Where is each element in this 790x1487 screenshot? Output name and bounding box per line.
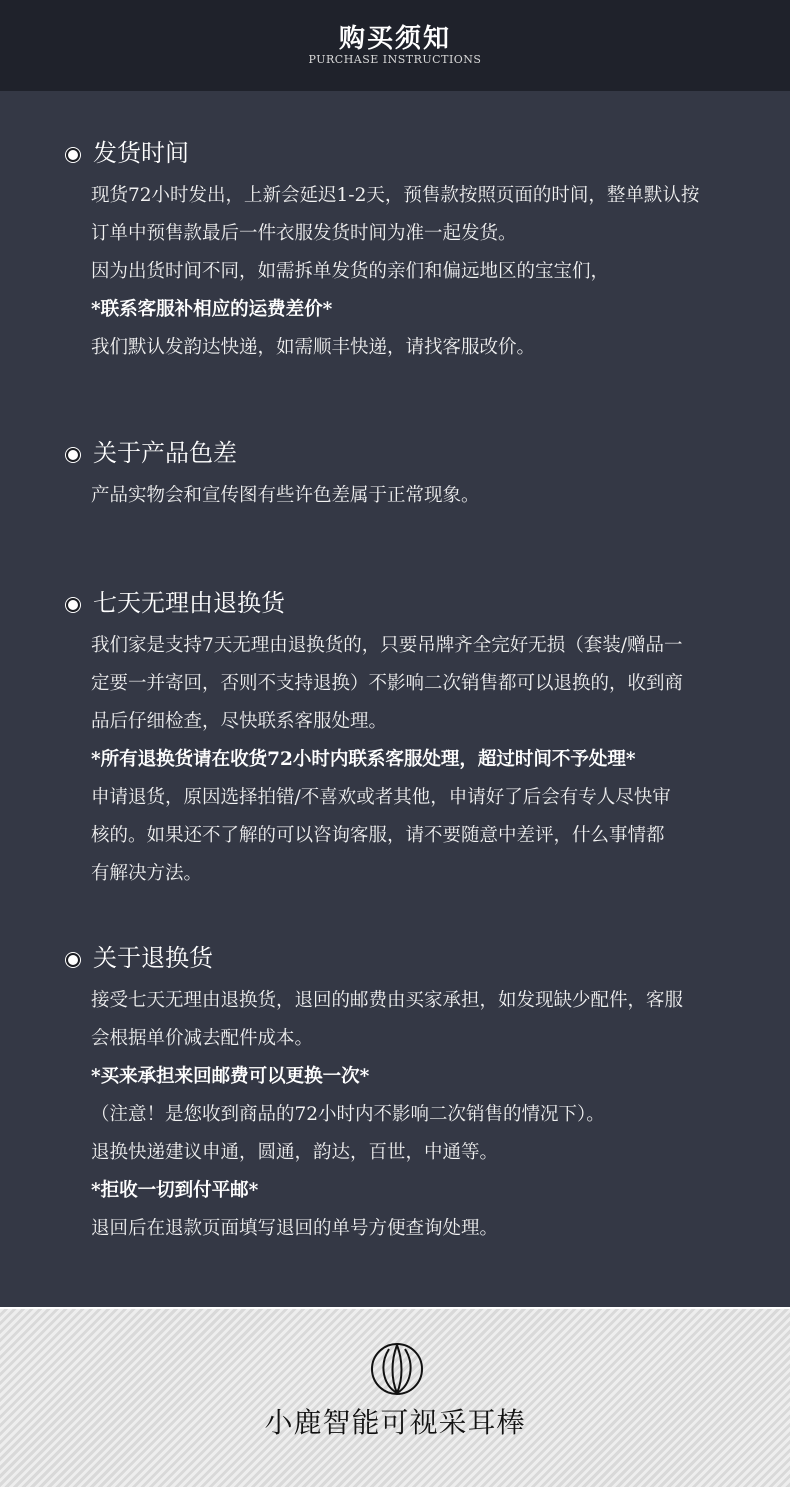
section-line: 申请退货，原因选择拍错/不喜欢或者其他，申请好了后会有专人尽快审 bbox=[91, 787, 671, 808]
section-title: 关于产品色差 bbox=[93, 439, 237, 467]
section-line: 有解决方法。 bbox=[91, 863, 203, 884]
section-line: 产品实物会和宣传图有些许色差属于正常现象。 bbox=[91, 485, 480, 506]
section-line: 我们家是支持7天无理由退换货的，只要吊牌齐全完好无损（套装/赠品一 bbox=[91, 635, 683, 656]
section-line: 接受七天无理由退换货，退回的邮费由买家承担，如发现缺少配件，客服 bbox=[91, 990, 684, 1011]
section-line: 核的。如果还不了解的可以咨询客服，请不要随意中差评，什么事情都 bbox=[91, 825, 665, 846]
brand-footer bbox=[0, 1307, 790, 1487]
bullet-icon bbox=[66, 598, 80, 612]
section-line-emphasis: *拒收一切到付平邮* bbox=[91, 1180, 259, 1201]
section-line-emphasis: *买来承担来回邮费可以更换一次* bbox=[91, 1066, 370, 1087]
section-line: 定要一并寄回，否则不支持退换）不影响二次销售都可以退换的，收到商 bbox=[91, 673, 684, 694]
section-line: 品后仔细检查，尽快联系客服处理。 bbox=[91, 711, 388, 732]
section-line: 订单中预售款最后一件衣服发货时间为准一起发货。 bbox=[91, 223, 517, 244]
section-line: 我们默认发韵达快递，如需顺丰快递，请找客服改价。 bbox=[91, 337, 536, 358]
section-line: 因为出货时间不同，如需拆单发货的亲们和偏远地区的宝宝们， bbox=[91, 261, 610, 282]
section-line: 现货72小时发出，上新会延迟1-2天，预售款按照页面的时间，整单默认按 bbox=[91, 185, 700, 206]
page-header bbox=[0, 0, 790, 91]
page-title: 购买须知 bbox=[338, 24, 451, 54]
brand-name: 小鹿智能可视采耳棒 bbox=[264, 1406, 526, 1439]
section-line-emphasis: *联系客服补相应的运费差价* bbox=[91, 299, 333, 320]
section-line-emphasis: *所有退换货请在收货72小时内联系客服处理，超过时间不予处理* bbox=[91, 749, 636, 770]
section-title: 关于退换货 bbox=[93, 944, 213, 972]
bullet-icon bbox=[66, 448, 80, 462]
leaf-logo-icon bbox=[369, 1341, 425, 1397]
bullet-icon bbox=[66, 148, 80, 162]
instructions-content bbox=[0, 91, 790, 1307]
section-line: （注意！是您收到商品的72小时内不影响二次销售的情况下）。 bbox=[91, 1104, 605, 1125]
section-title: 七天无理由退换货 bbox=[93, 589, 285, 617]
page-subtitle: PURCHASE INSTRUCTIONS bbox=[308, 53, 482, 66]
bullet-icon bbox=[66, 953, 80, 967]
section-title: 发货时间 bbox=[93, 139, 189, 167]
section-line: 会根据单价减去配件成本。 bbox=[91, 1028, 314, 1049]
section-line: 退换快递建议申通，圆通，韵达，百世，中通等。 bbox=[91, 1142, 499, 1163]
section-line: 退回后在退款页面填写退回的单号方便查询处理。 bbox=[91, 1218, 499, 1239]
